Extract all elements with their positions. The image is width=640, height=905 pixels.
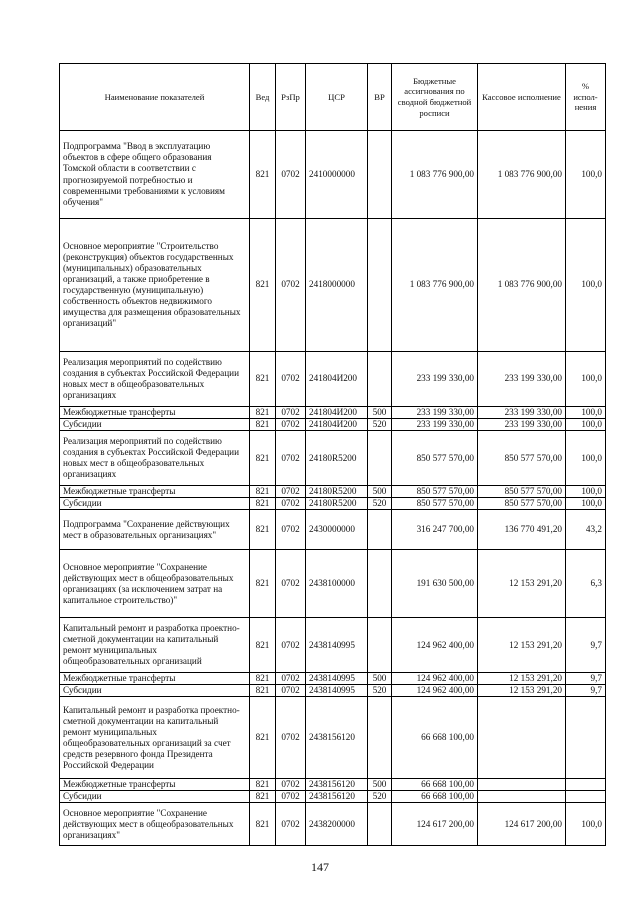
row-csr: 2438140995 xyxy=(306,618,368,673)
row-vr: 520 xyxy=(368,685,392,697)
row-csr: 2438140995 xyxy=(306,673,368,685)
row-vr xyxy=(368,510,392,550)
row-pct xyxy=(566,697,606,779)
table-row xyxy=(60,486,606,498)
row-budget: 233 199 330,00 xyxy=(392,407,478,419)
header-budget: Бюджетные ассигнования по сводной бюджетной росписи xyxy=(392,64,478,131)
row-ved: 821 xyxy=(250,803,276,846)
row-cash: 233 199 330,00 xyxy=(478,352,566,407)
row-vr: 500 xyxy=(368,486,392,498)
header-name: Наименование показателей xyxy=(60,64,250,131)
row-budget: 850 577 570,00 xyxy=(392,486,478,498)
row-ved: 821 xyxy=(250,407,276,419)
row-csr: 2438140995 xyxy=(306,685,368,697)
row-csr: 2438156120 xyxy=(306,791,368,803)
row-cash xyxy=(478,697,566,779)
row-ved: 821 xyxy=(250,431,276,486)
row-pct: 100,0 xyxy=(566,486,606,498)
table-row xyxy=(60,219,606,352)
row-ved: 821 xyxy=(250,697,276,779)
row-vr xyxy=(368,550,392,618)
header-pct: % испол-нения xyxy=(566,64,606,131)
row-vr xyxy=(368,219,392,352)
row-name: Реализация мероприятий по содействию создания в субъектах Российской Федерации новых мест в общеобразовательных организациях xyxy=(60,431,250,486)
row-ved: 821 xyxy=(250,685,276,697)
row-rzpr: 0702 xyxy=(276,131,306,219)
row-rzpr: 0702 xyxy=(276,673,306,685)
row-vr: 520 xyxy=(368,791,392,803)
row-rzpr: 0702 xyxy=(276,407,306,419)
row-budget: 316 247 700,00 xyxy=(392,510,478,550)
row-csr: 241804И200 xyxy=(306,407,368,419)
row-csr: 2410000000 xyxy=(306,131,368,219)
header-rzpr: РзПр xyxy=(276,64,306,131)
row-vr xyxy=(368,697,392,779)
row-cash: 1 083 776 900,00 xyxy=(478,219,566,352)
row-ved: 821 xyxy=(250,419,276,431)
row-pct: 100,0 xyxy=(566,131,606,219)
row-cash: 1 083 776 900,00 xyxy=(478,131,566,219)
table-row xyxy=(60,131,606,219)
row-csr: 241804И200 xyxy=(306,419,368,431)
row-rzpr: 0702 xyxy=(276,618,306,673)
row-budget: 191 630 500,00 xyxy=(392,550,478,618)
row-csr: 24180R5200 xyxy=(306,498,368,510)
row-rzpr: 0702 xyxy=(276,419,306,431)
header-cash: Кассовое исполнение xyxy=(478,64,566,131)
table-row xyxy=(60,431,606,486)
row-name: Основное мероприятие "Строительство (реконструкция) объектов государственных (муниципальных) образовательных организаций, а также приобретение в государственную (муниципальную) собственность объектов недвижимого имущества для размещения образовательных организаций" xyxy=(60,219,250,352)
row-vr: 520 xyxy=(368,498,392,510)
row-cash: 136 770 491,20 xyxy=(478,510,566,550)
row-budget: 233 199 330,00 xyxy=(392,352,478,407)
row-csr: 2438156120 xyxy=(306,779,368,791)
row-rzpr: 0702 xyxy=(276,431,306,486)
row-budget: 124 617 200,00 xyxy=(392,803,478,846)
row-vr xyxy=(368,618,392,673)
table-row xyxy=(60,791,606,803)
row-pct xyxy=(566,779,606,791)
row-csr: 2438156120 xyxy=(306,697,368,779)
row-cash: 12 153 291,20 xyxy=(478,685,566,697)
table-row xyxy=(60,618,606,673)
row-name: Подпрограмма "Ввод в эксплуатацию объектов в сфере общего образования Томской области в соответствии с прогнозируемой потребностью и современными требованиями к условиям обучения" xyxy=(60,131,250,219)
row-rzpr: 0702 xyxy=(276,550,306,618)
row-cash: 233 199 330,00 xyxy=(478,407,566,419)
table-row xyxy=(60,407,606,419)
row-name: Реализация мероприятий по содействию создания в субъектах Российской Федерации новых мест в общеобразовательных организациях xyxy=(60,352,250,407)
row-name: Субсидии xyxy=(60,419,250,431)
row-name: Субсидии xyxy=(60,498,250,510)
row-budget: 850 577 570,00 xyxy=(392,498,478,510)
row-cash: 124 617 200,00 xyxy=(478,803,566,846)
row-pct: 100,0 xyxy=(566,219,606,352)
budget-execution-table xyxy=(59,63,606,846)
row-rzpr: 0702 xyxy=(276,791,306,803)
row-budget: 124 962 400,00 xyxy=(392,685,478,697)
row-csr: 24180R5200 xyxy=(306,431,368,486)
row-rzpr: 0702 xyxy=(276,697,306,779)
row-budget: 124 962 400,00 xyxy=(392,618,478,673)
row-rzpr: 0702 xyxy=(276,803,306,846)
row-name: Межбюджетные трансферты xyxy=(60,779,250,791)
row-cash: 12 153 291,20 xyxy=(478,550,566,618)
row-vr: 500 xyxy=(368,779,392,791)
row-csr: 24180R5200 xyxy=(306,486,368,498)
row-name: Подпрограмма "Сохранение действующих мест в образовательных организациях" xyxy=(60,510,250,550)
row-budget: 124 962 400,00 xyxy=(392,673,478,685)
row-name: Межбюджетные трансферты xyxy=(60,673,250,685)
row-pct xyxy=(566,791,606,803)
row-ved: 821 xyxy=(250,673,276,685)
row-budget: 66 668 100,00 xyxy=(392,697,478,779)
row-cash: 850 577 570,00 xyxy=(478,431,566,486)
row-rzpr: 0702 xyxy=(276,486,306,498)
row-vr xyxy=(368,803,392,846)
row-ved: 821 xyxy=(250,618,276,673)
row-name: Субсидии xyxy=(60,685,250,697)
row-vr: 500 xyxy=(368,407,392,419)
row-pct: 100,0 xyxy=(566,803,606,846)
row-cash: 12 153 291,20 xyxy=(478,618,566,673)
row-cash: 850 577 570,00 xyxy=(478,486,566,498)
row-pct: 100,0 xyxy=(566,407,606,419)
row-budget: 66 668 100,00 xyxy=(392,779,478,791)
row-csr: 2438100000 xyxy=(306,550,368,618)
table-row xyxy=(60,673,606,685)
table-row xyxy=(60,685,606,697)
row-csr: 2418000000 xyxy=(306,219,368,352)
row-ved: 821 xyxy=(250,486,276,498)
header-vr: ВР xyxy=(368,64,392,131)
row-pct: 100,0 xyxy=(566,352,606,407)
row-pct: 9,7 xyxy=(566,673,606,685)
row-budget: 233 199 330,00 xyxy=(392,419,478,431)
row-pct: 6,3 xyxy=(566,550,606,618)
row-rzpr: 0702 xyxy=(276,510,306,550)
row-budget: 850 577 570,00 xyxy=(392,431,478,486)
row-pct: 100,0 xyxy=(566,498,606,510)
header-row xyxy=(60,64,606,131)
page-number: 147 xyxy=(311,860,329,874)
table-row xyxy=(60,697,606,779)
row-name: Межбюджетные трансферты xyxy=(60,407,250,419)
row-vr xyxy=(368,352,392,407)
header-ved: Вед xyxy=(250,64,276,131)
row-vr: 520 xyxy=(368,419,392,431)
row-rzpr: 0702 xyxy=(276,498,306,510)
row-ved: 821 xyxy=(250,498,276,510)
row-cash: 233 199 330,00 xyxy=(478,419,566,431)
row-cash xyxy=(478,779,566,791)
row-csr: 241804И200 xyxy=(306,352,368,407)
row-vr xyxy=(368,131,392,219)
row-vr: 500 xyxy=(368,673,392,685)
row-rzpr: 0702 xyxy=(276,685,306,697)
row-name: Основное мероприятие "Сохранение действующих мест в общеобразовательных организациях" xyxy=(60,803,250,846)
row-name: Капитальный ремонт и разработка проектно-сметной документации на капитальный ремонт муниципальных общеобразовательных организаций xyxy=(60,618,250,673)
row-cash xyxy=(478,791,566,803)
row-pct: 9,7 xyxy=(566,618,606,673)
row-pct: 100,0 xyxy=(566,431,606,486)
row-ved: 821 xyxy=(250,131,276,219)
row-csr: 2438200000 xyxy=(306,803,368,846)
row-pct: 43,2 xyxy=(566,510,606,550)
row-rzpr: 0702 xyxy=(276,779,306,791)
table-row xyxy=(60,498,606,510)
row-rzpr: 0702 xyxy=(276,219,306,352)
row-rzpr: 0702 xyxy=(276,352,306,407)
table-row xyxy=(60,803,606,846)
row-name: Основное мероприятие "Сохранение действующих мест в общеобразовательных организациях (за исключением затрат на капитальное строительство)" xyxy=(60,550,250,618)
row-ved: 821 xyxy=(250,779,276,791)
row-ved: 821 xyxy=(250,550,276,618)
row-ved: 821 xyxy=(250,352,276,407)
row-name: Межбюджетные трансферты xyxy=(60,486,250,498)
table-row xyxy=(60,779,606,791)
row-ved: 821 xyxy=(250,219,276,352)
row-ved: 821 xyxy=(250,791,276,803)
row-cash: 12 153 291,20 xyxy=(478,673,566,685)
row-budget: 66 668 100,00 xyxy=(392,791,478,803)
row-budget: 1 083 776 900,00 xyxy=(392,131,478,219)
table-row xyxy=(60,550,606,618)
row-pct: 100,0 xyxy=(566,419,606,431)
table-row xyxy=(60,510,606,550)
row-pct: 9,7 xyxy=(566,685,606,697)
row-name: Капитальный ремонт и разработка проектно-сметной документации на капитальный ремонт муниципальных общеобразовательных организаций за счет средств резервного фонда Президента Российской Федерации xyxy=(60,697,250,779)
row-name: Субсидии xyxy=(60,791,250,803)
row-ved: 821 xyxy=(250,510,276,550)
header-csr: ЦСР xyxy=(306,64,368,131)
row-vr xyxy=(368,431,392,486)
table-row xyxy=(60,352,606,407)
row-cash: 850 577 570,00 xyxy=(478,498,566,510)
row-budget: 1 083 776 900,00 xyxy=(392,219,478,352)
table-row xyxy=(60,419,606,431)
row-csr: 2430000000 xyxy=(306,510,368,550)
